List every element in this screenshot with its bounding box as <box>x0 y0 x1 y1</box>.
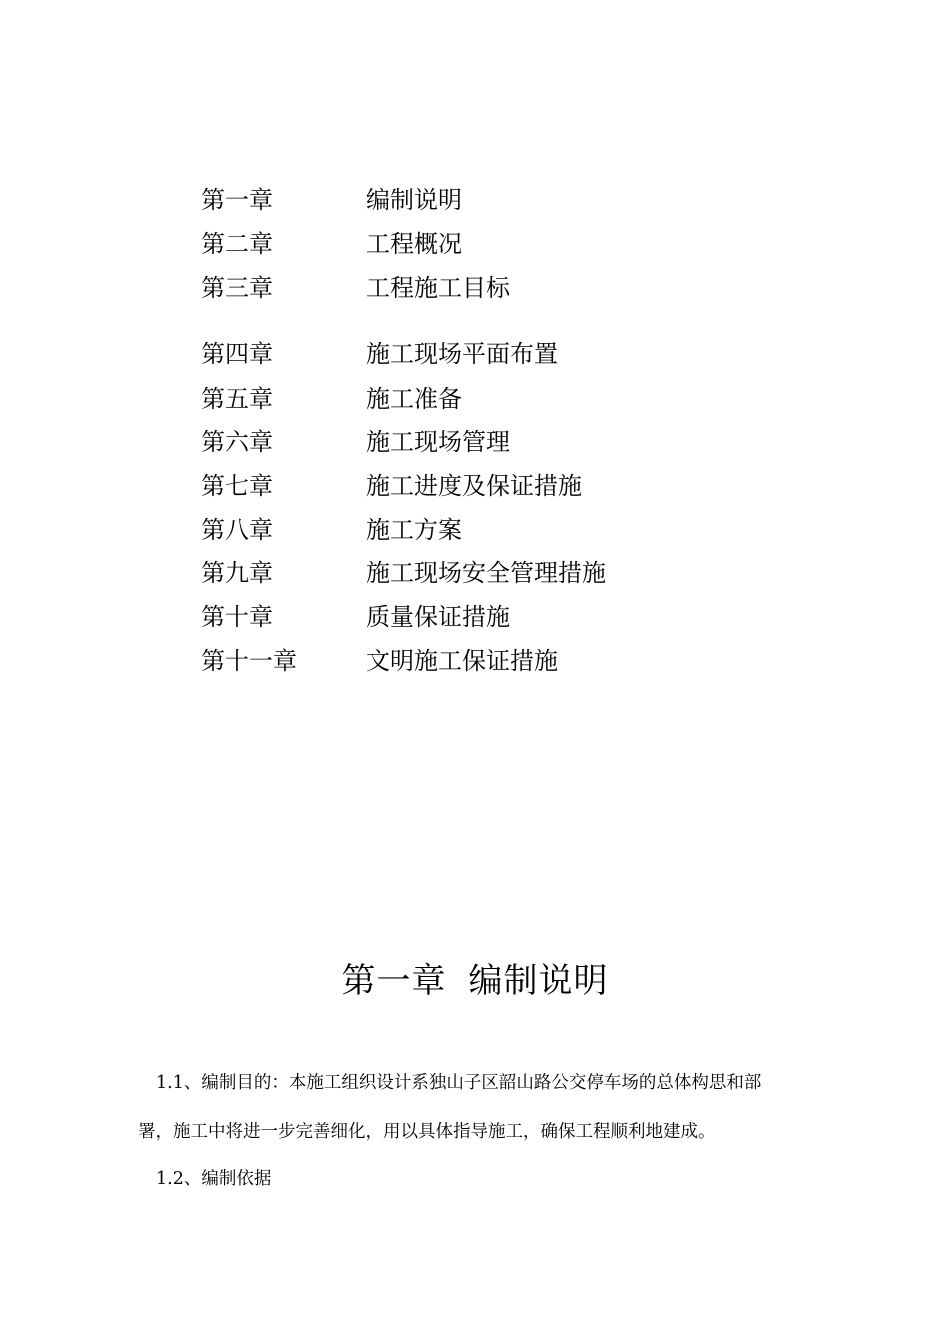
toc-entry <box>0 271 950 305</box>
toc-entry <box>0 183 950 217</box>
toc-chapter-title: 工程概况 <box>366 230 462 258</box>
toc-chapter-title: 施工进度及保证措施 <box>366 472 582 500</box>
toc-chapter-number: 第三章 <box>201 274 273 302</box>
paragraph-line: 署，施工中将进一步完善细化，用以具体指导施工，确保工程顺利地建成。 <box>138 1122 716 1142</box>
toc-entry <box>0 425 950 459</box>
toc-entry <box>0 337 950 371</box>
toc-chapter-number: 第六章 <box>201 428 273 456</box>
toc-chapter-number: 第九章 <box>201 559 273 587</box>
chapter-heading-number: 第一章 <box>341 961 447 1001</box>
chapter-heading-title: 编制说明 <box>468 961 609 1001</box>
toc-chapter-title: 施工方案 <box>366 516 462 544</box>
toc-chapter-number: 第十一章 <box>201 647 297 675</box>
toc-chapter-number: 第八章 <box>201 516 273 544</box>
toc-entry <box>0 382 950 416</box>
toc-chapter-title: 施工现场管理 <box>366 428 510 456</box>
toc-entry <box>0 513 950 547</box>
paragraph-line: 1.2、编制依据 <box>156 1169 272 1189</box>
toc-chapter-number: 第十章 <box>201 603 273 631</box>
toc-entry <box>0 227 950 261</box>
toc-chapter-title: 施工准备 <box>366 385 462 413</box>
toc-chapter-number: 第四章 <box>201 340 273 368</box>
toc-chapter-title: 工程施工目标 <box>366 274 510 302</box>
toc-chapter-title: 编制说明 <box>366 186 462 214</box>
toc-entry <box>0 556 950 590</box>
toc-chapter-number: 第二章 <box>201 230 273 258</box>
toc-chapter-number: 第七章 <box>201 472 273 500</box>
toc-entry <box>0 469 950 503</box>
paragraph-line: 1.1、编制目的：本施工组织设计系独山子区韶山路公交停车场的总体构思和部 <box>156 1073 762 1093</box>
chapter-heading <box>0 955 950 1007</box>
toc-chapter-number: 第一章 <box>201 186 273 214</box>
toc-entry <box>0 644 950 678</box>
toc-chapter-number: 第五章 <box>201 385 273 413</box>
toc-chapter-title: 文明施工保证措施 <box>366 647 558 675</box>
toc-chapter-title: 质量保证措施 <box>366 603 510 631</box>
toc-chapter-title: 施工现场平面布置 <box>366 340 558 368</box>
toc-chapter-title: 施工现场安全管理措施 <box>366 559 606 587</box>
toc-entry <box>0 600 950 634</box>
